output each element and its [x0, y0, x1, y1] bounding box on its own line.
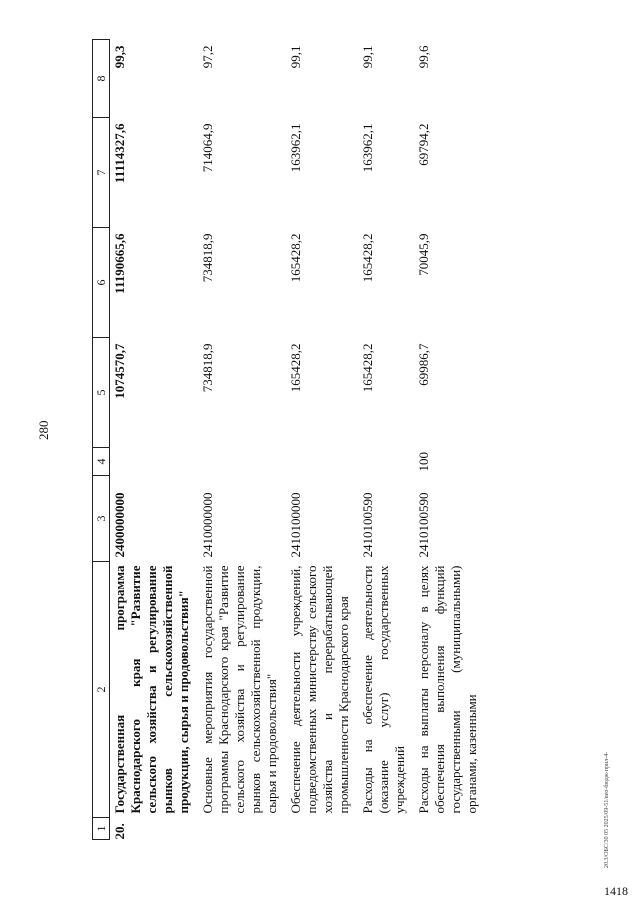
row-name: Обеспечение деятельности учреждений, подведомственных министерству сельского хозяйства и перерабатывающей промышленности Краснодарского края: [288, 565, 351, 814]
row-col7: 163962,1: [288, 123, 303, 173]
row-col6: 11190665,6: [110, 228, 199, 338]
header-cell: 1: [93, 818, 110, 840]
row-name: Расходы на обеспечение деятельности (оказание услуг) государственных учреждений: [360, 565, 407, 814]
row-index: [414, 818, 486, 840]
header-cell: 2: [93, 562, 110, 818]
row-col7: 11114327,6: [110, 118, 199, 228]
row-vr: [110, 448, 199, 476]
header-cell: 6: [93, 228, 110, 338]
row-name: Государственная программа Краснодарского края "Развитие сельского хозяйства и регулирование рынков сельскохозяйственной продукции, сырья и продовольствия": [110, 562, 199, 818]
row-col5: 734818,9: [200, 343, 215, 393]
row-code: 2410100590: [360, 492, 375, 558]
rotated-table-container: [92, 40, 572, 840]
row-code: 2410100000: [288, 492, 303, 558]
row-name: Расходы на выплаты персоналу в целях обеспечения выполнения функций государственными (муниципальными) органами, казенными: [416, 565, 479, 814]
row-index: [358, 818, 414, 840]
row-code: 2410000000: [200, 492, 215, 558]
row-vr: [358, 448, 414, 476]
document-stamp: 20.3/ОБС/30 05 2025/09-51/вео-бюдж-прил-4-: [604, 751, 610, 868]
row-col7: 163962,1: [360, 123, 375, 173]
row-vr: [286, 448, 358, 476]
row-col6: 70045,9: [416, 233, 431, 276]
budget-table: [92, 39, 486, 840]
row-col6: 165428,2: [288, 233, 303, 283]
row-index: [286, 818, 358, 840]
row-index: 20.: [110, 818, 199, 840]
page-number-bottom: 1418: [604, 884, 628, 898]
row-col8: 99,3: [110, 40, 199, 118]
table-row: [198, 40, 286, 840]
row-col6: 734818,9: [200, 233, 215, 283]
row-vr: 100: [416, 452, 431, 472]
row-col5: 165428,2: [288, 343, 303, 393]
row-vr: [198, 448, 286, 476]
row-col5: 165428,2: [360, 343, 375, 393]
table-row: [414, 40, 486, 840]
table-row: [358, 40, 414, 840]
row-col5: 1074570,7: [110, 338, 199, 448]
header-cell: 5: [93, 338, 110, 448]
row-col8: 99,6: [416, 45, 431, 69]
table-row: [286, 40, 358, 840]
row-col8: 99,1: [288, 45, 303, 69]
row-col5: 69986,7: [416, 343, 431, 386]
table-row: [110, 40, 199, 840]
header-cell: 3: [93, 476, 110, 562]
row-col8: 97,2: [200, 45, 215, 69]
row-code: 2410100590: [416, 492, 431, 558]
row-col6: 165428,2: [360, 233, 375, 283]
row-index: [198, 818, 286, 840]
header-cell: 8: [93, 40, 110, 118]
row-col7: 714064,9: [200, 123, 215, 173]
row-name: Основные мероприятия государственной программы Краснодарского края "Развитие сельского хозяйства и регулирование рынков сельскохозяйственной продукции, сырья и продовольствия": [200, 565, 279, 814]
header-row: [93, 40, 110, 840]
page-number-top: 280: [36, 420, 51, 440]
header-cell: 4: [93, 448, 110, 476]
header-cell: 7: [93, 118, 110, 228]
row-col7: 69794,2: [416, 123, 431, 166]
row-col8: 99,1: [360, 45, 375, 69]
row-code: 2400000000: [110, 476, 199, 562]
